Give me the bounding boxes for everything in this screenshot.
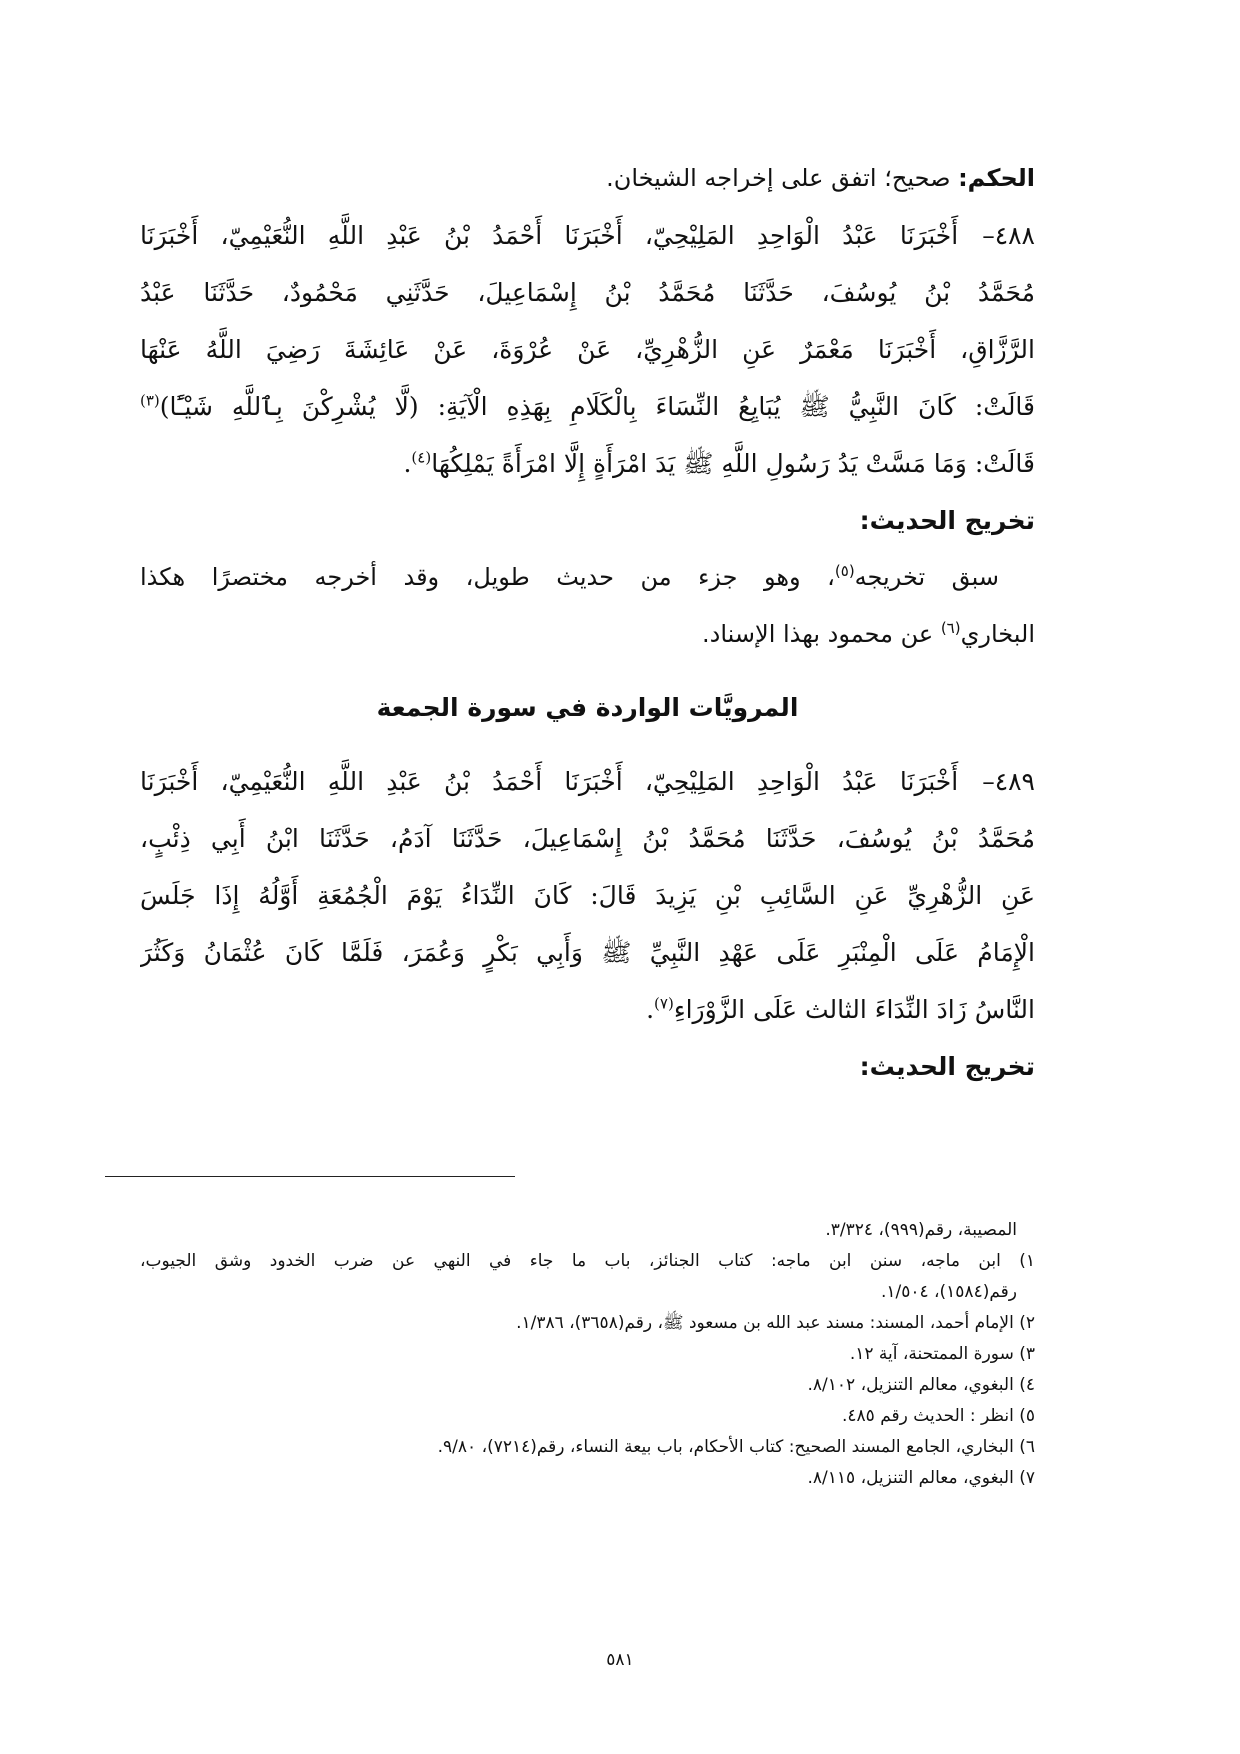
hadith-488-text-1: أَخْبَرَنَا عَبْدُ الْوَاحِدِ المَلِيْحِيّ، أَخْبَرَنَا أَحْمَدُ بْنُ عَبْدِ اللَّهِ النُّعَيْمِيّ، أَخْبَرَنَا bbox=[140, 221, 959, 250]
footnote-carry-over: المصيبة، رقم(٩٩٩)، ٣/٣٢٤. bbox=[825, 1220, 1017, 1240]
footnote-2: ٢) الإمام أحمد، المسند: مسند عبد الله بن مسعود ﷺ، رقم(٣٦٥٨)، ١/٣٨٦. bbox=[516, 1313, 1035, 1333]
footnote-divider bbox=[105, 1176, 515, 1177]
hadith-489-text-1: أَخْبَرَنَا عَبْدُ الْوَاحِدِ المَلِيْحِيّ، أَخْبَرَنَا أَحْمَدُ بْنُ عَبْدِ اللَّهِ النُّعَيْمِيّ، أَخْبَرَنَا bbox=[140, 767, 959, 796]
hadith-488-line-3 bbox=[140, 321, 1035, 378]
footnote-6: ٦) البخاري، الجامع المسند الصحيح: كتاب الأحكام، باب بيعة النساء، رقم(٧٢١٤)، ٩/٨٠. bbox=[437, 1437, 1035, 1457]
hadith-488-text-3: الرَّزَّاقِ، أَخْبَرَنَا مَعْمَرٌ عَنِ الزُّهْرِيِّ، عَنْ عُرْوَةَ، عَنْ عَائِشَةَ رَضِيَ اللَّهُ عَنْهَا bbox=[140, 335, 1035, 364]
hadith-488-number: ٤٨٨– bbox=[982, 221, 1035, 250]
hadith-489-text-3: عَنِ الزُّهْرِيِّ عَنِ السَّائِبِ بْنِ يَزِيدَ قَالَ: كَانَ النِّدَاءُ يَوْمَ الْجُمُعَةِ أَوَّلُهُ إِذَا جَلَسَ bbox=[140, 881, 1035, 910]
footnote-ref-6: (٦) bbox=[940, 619, 961, 637]
hadith-489-text-2: مُحَمَّدُ بْنُ يُوسُفَ، حَدَّثَنَا مُحَمَّدُ بْنُ إِسْمَاعِيلَ، حَدَّثَنَا آدَمُ، حَدَّثَنَا ابْنُ أَبِي ذِئْبٍ، bbox=[140, 824, 1035, 853]
footnote-ref-4: (٤) bbox=[411, 448, 432, 467]
hadith-489-text-5: النَّاسُ زَادَ النِّدَاءَ الثالث عَلَى الزَّوْرَاءِ bbox=[673, 995, 1035, 1024]
hadith-488-end-mark: . bbox=[403, 449, 412, 478]
footnotes bbox=[140, 1215, 1035, 1494]
takhrij-1-text-2a: البخاري bbox=[960, 620, 1035, 648]
takhrij-1-text-2b: عن محمود بهذا الإسناد. bbox=[702, 620, 941, 648]
ruling-label: الحكم: bbox=[958, 164, 1035, 192]
hadith-488-line-4 bbox=[140, 378, 1035, 435]
hadith-488-line-5 bbox=[140, 435, 1035, 492]
hadith-489-end-mark: . bbox=[646, 995, 655, 1024]
takhrij-1-line-1 bbox=[140, 549, 1035, 606]
ruling-text: صحيح؛ اتفق على إخراجه الشيخان. bbox=[606, 164, 959, 192]
takhrij-1-text-1a: سبق تخريجه bbox=[854, 563, 1000, 591]
footnote-4: ٤) البغوي، معالم التنزيل، ٨/١٠٢. bbox=[807, 1375, 1035, 1395]
takhrij-1-line-2 bbox=[140, 606, 1035, 663]
hadith-488-line-1 bbox=[140, 207, 1035, 264]
footnote-7: ٧) البغوي، معالم التنزيل، ٨/١١٥. bbox=[807, 1468, 1035, 1488]
hadith-489-number: ٤٨٩– bbox=[982, 767, 1035, 796]
takhrij-heading-1: تخريج الحديث: bbox=[859, 506, 1035, 535]
ruling-line bbox=[140, 150, 1035, 207]
footnote-1-line-1: ١) ابن ماجه، سنن ابن ماجه: كتاب الجنائز، باب ما جاء في النهي عن ضرب الخدود وشق الجيوب، bbox=[140, 1251, 1035, 1271]
footnote-ref-7: (٧) bbox=[654, 994, 674, 1013]
hadith-489-line-5 bbox=[140, 981, 1035, 1038]
page-number: ٥٨١ bbox=[606, 1650, 634, 1670]
hadith-489-line-1 bbox=[140, 753, 1035, 810]
hadith-489-line-2 bbox=[140, 810, 1035, 867]
footnote-1-line-2: رقم(١٥٨٤)، ١/٥٠٤. bbox=[880, 1282, 1017, 1302]
footnote-ref-5: (٥) bbox=[834, 562, 855, 580]
hadith-488-text-5: قَالَتْ: وَمَا مَسَّتْ يَدُ رَسُولِ اللَّهِ ﷺ يَدَ امْرَأَةٍ إِلَّا امْرَأَةً يَمْلِكُهَا bbox=[431, 449, 1035, 478]
footnote-3: ٣) سورة الممتحنة، آية ١٢. bbox=[849, 1344, 1035, 1364]
takhrij-heading-2: تخريج الحديث: bbox=[859, 1052, 1035, 1081]
footnote-ref-3: (٣) bbox=[140, 391, 160, 410]
hadith-489-line-4 bbox=[140, 924, 1035, 981]
main-text bbox=[140, 150, 1035, 1095]
hadith-489-text-4: الْإِمَامُ عَلَى الْمِنْبَرِ عَلَى عَهْدِ النَّبِيِّ ﷺ وَأَبِي بَكْرٍ وَعُمَرَ، فَلَمَّا كَانَ عُثْمَانُ وَكَثُرَ bbox=[140, 938, 1035, 967]
hadith-489-line-3 bbox=[140, 867, 1035, 924]
footnote-5: ٥) انظر : الحديث رقم ٤٨٥. bbox=[842, 1406, 1035, 1426]
hadith-488-text-4: قَالَتْ: كَانَ النَّبِيُّ ﷺ يُبَايِعُ النِّسَاءَ بِالْكَلَامِ بِهَذِهِ الْآيَةِ: (لَّا يُشْرِكْنَ بِٱللَّهِ شَيْـًٔا) bbox=[159, 392, 1035, 421]
hadith-488-text-2: مُحَمَّدُ بْنُ يُوسُفَ، حَدَّثَنَا مُحَمَّدُ بْنُ إِسْمَاعِيلَ، حَدَّثَنِي مَحْمُودٌ، حَدَّثَنَا عَبْدُ bbox=[140, 278, 1035, 307]
takhrij-1-text-1b: ، وهو جزء من حديث طويل، وقد أخرجه مختصرًا هكذا bbox=[140, 563, 835, 591]
section-title: المرويَّات الواردة في سورة الجمعة bbox=[376, 693, 799, 722]
hadith-488-line-2 bbox=[140, 264, 1035, 321]
